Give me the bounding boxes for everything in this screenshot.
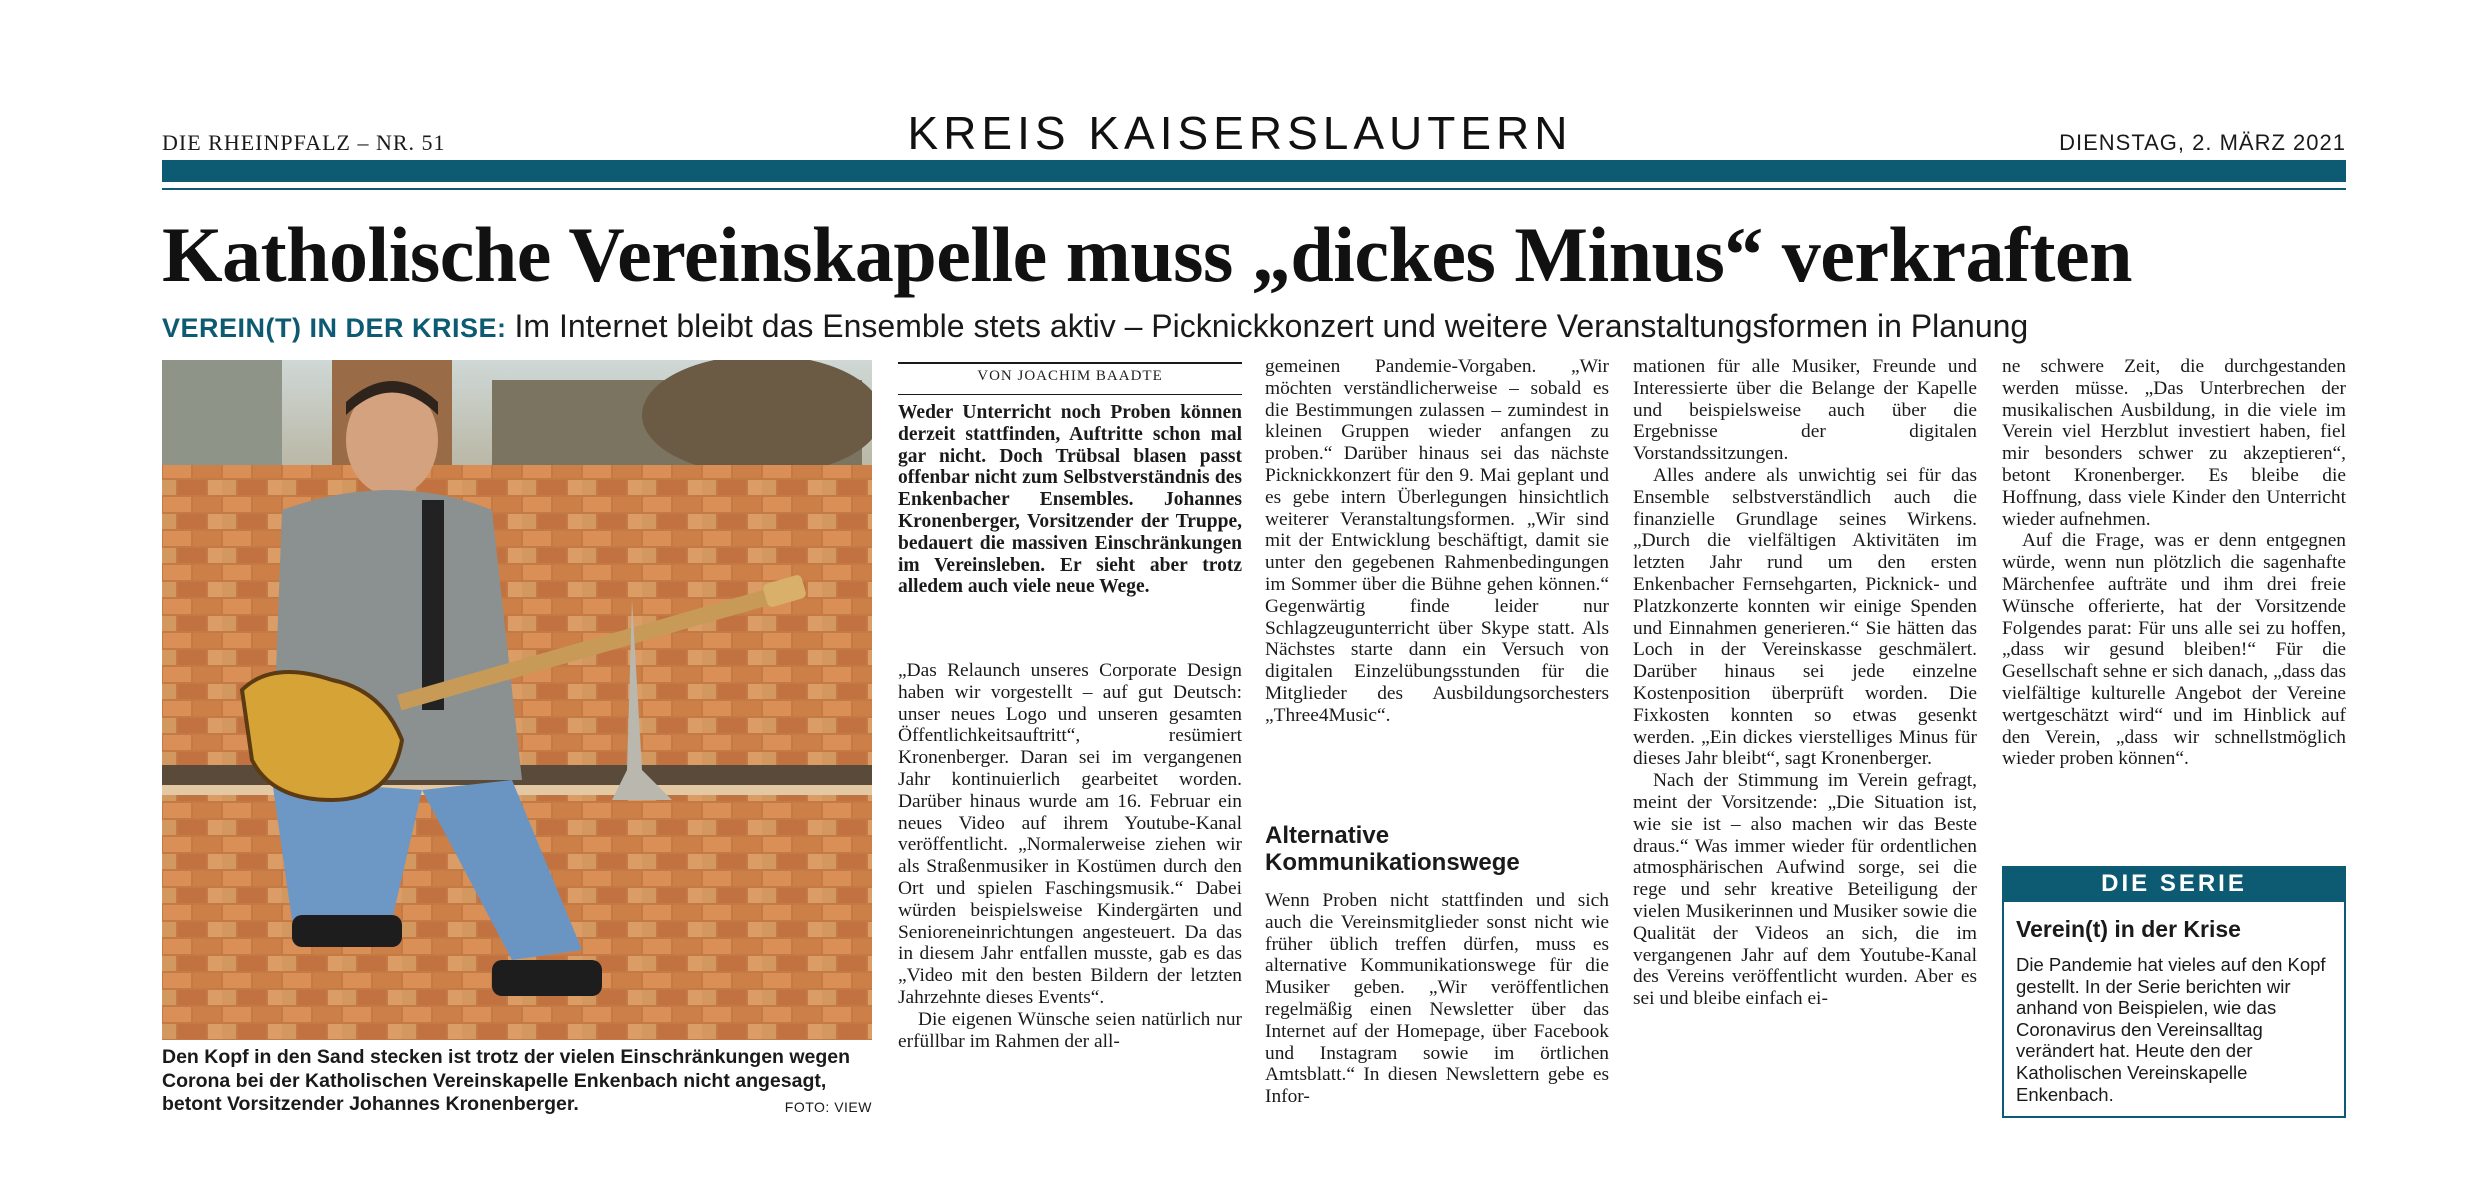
article-column-4 — [2002, 356, 2346, 770]
paragraph: „Das Relaunch unseres Corporate Design haben wir vorgestellt – auf gut Deutsch: unser neues Logo und unseren gesamten Öffentlichkeitsauftritt“, resümiert Kronenberger. Daran sei im vergangenen Jahr kontinuierlich gearbeitet worden. Darüber hinaus wurde am 16. Februar ein neues Video auf ihrem Youtube-Kanal veröffentlicht. „Normalerweise ziehen wir als Straßenmusiker in Kostümen durch den Ort und spielen Faschingsmusik.“ Dabei würden beispielsweise Kindergärten und Senioreneinrichtungen angesteuert. Da das in diesem Jahr entfallen musste, gab es das „Video mit den besten Bildern der letzten Jahrzehnte dieses Events“. — [898, 660, 1242, 1008]
musician-with-bass-illustration — [162, 360, 872, 1040]
paragraph: Die eigenen Wünsche seien natürlich nur erfüllbar im Rahmen der all- — [898, 1008, 1242, 1052]
article-column-1 — [898, 660, 1242, 1052]
paragraph: Nach der Stimmung im Verein gefragt, meint der Vorsitzende: „Die Situation ist, wie sie ist – also machen wir das Beste draus.“ Was immer wieder für ordentlichen atmosphärischen Aufwind sorge, sei die rege und sehr kreative Beteiligung der vielen Musikerinnen und Musiker sowie die Qualität der Videos an sich, die im vergangenen Jahr auf dem Youtube-Kanal des Vereins veröffentlicht wurden. Aber es sei und bleibe einfach ei- — [1633, 770, 1977, 1010]
newspaper-issue: DIE RHEINPFALZ – NR. 51 — [162, 130, 446, 155]
article-photo — [162, 360, 872, 1040]
article-headline: Katholische Vereinskapelle muss „dickes Minus“ verkraften — [162, 211, 2132, 298]
photo-caption — [162, 1046, 872, 1117]
section-title: KREIS KAISERSLAUTERN — [907, 107, 1573, 159]
series-kicker: VEREIN(T) IN DER KRISE: — [162, 313, 507, 343]
series-box-header: DIE SERIE — [2002, 866, 2346, 902]
subhead-text: Im Internet bleibt das Ensemble stets aktiv – Picknickkonzert und weitere Veranstaltungsformen in Planung — [514, 308, 2029, 344]
byline-bottom-rule — [898, 394, 1242, 395]
paragraph: gemeinen Pandemie-Vorgaben. „Wir möchten verständlicherweise – sobald es die Bestimmungen zulassen – zumindest in kleinen Gruppen wieder anfangen zu proben.“ Darüber hinaus sei das nächste Picknickkonzert für den 9. Mai geplant und es gebe intern Überlegungen hinsichtlich weiterer Veranstaltungsformen. „Wir sind mit der Entwicklung beschäftigt, damit sie unter den gegebenen Rahmenbedingungen im Sommer über die Bühne gehen können.“ Gegenwärtig finde leider nur Schlagzeugunterricht über Skype statt. Als Nächstes starte dann ein Versuch von digitalen Einzelübungsstunden für die Mitglieder des Ausbildungsorchesters „Three4Music“. — [1265, 356, 1609, 726]
author-byline: VON JOACHIM BAADTE — [977, 368, 1163, 384]
article-column-3 — [1633, 356, 1977, 1010]
paragraph: ne schwere Zeit, die durchgestanden werden müsse. „Das Unterbrechen der musikalischen Ausbildung, in die viele im Verein viel Herzblut investiert haben, fiel mir besonders schwer zu akzeptieren“, betont Kronenberger. Es bleibe die Hoffnung, dass viele Kinder den Unterricht wieder aufnehmen. — [2002, 356, 2346, 530]
issue-date: DIENSTAG, 2. MÄRZ 2021 — [2059, 130, 2346, 155]
article-column-2 — [1265, 356, 1609, 727]
paragraph: Alles andere als unwichtig sei für das Ensemble selbstverständlich auch die finanzielle Grundlage seines Wirkens. „Durch die vielfältigen Aktivitäten im letzten Jahr rund um den ersten Enkenbacher Fernsehgarten, Picknick- und Platzkonzerte konnten wir einige Spenden und Einnahmen generieren.“ Sie hätten das Loch in der Vereinskasse geschmälert. Darüber hinaus sei jede einzelne Kostenposition überprüft worden. Die Fixkosten konnten so etwas gesenkt werden. „Ein dickes vierstelliges Minus für dieses Jahr bleibt“, sagt Kronenberger. — [1633, 464, 1977, 770]
paragraph: Wenn Proben nicht stattfinden und sich auch die Vereinsmitglieder sonst nicht wie früher üblich treffen dürfen, muss es alternative Kommunikationswege für die Musiker geben. „Wir veröffentlichen regelmäßig einen Newsletter über das Internet auf der Homepage, über Facebook und Instagram sowie im örtlichen Amtsblatt.“ In diesen Newslettern gebe es Infor- — [1265, 890, 1609, 1108]
section-subtitle: Alternative Kommunikationswege — [1265, 822, 1520, 876]
series-box-title: Verein(t) in der Krise — [2016, 916, 2241, 942]
photo-credit: FOTO: VIEW — [784, 1098, 872, 1115]
byline-top-rule — [898, 362, 1242, 364]
section-bar — [162, 160, 2346, 182]
article-column-2-continued — [1265, 890, 1609, 1108]
article-subhead — [162, 308, 2028, 345]
caption-text: Den Kopf in den Sand stecken ist trotz der vielen Einschränkungen wegen Corona bei der Katholischen Vereinskapelle Enkenbach nicht angesagt, betont Vorsitzender Johannes Kronenberger. — [162, 1046, 851, 1115]
paragraph: mationen für alle Musiker, Freunde und Interessierte über die Belange der Kapelle und beispielsweise auch über die Ergebnisse der digitalen Vorstandssitzungen. — [1633, 356, 1977, 465]
series-box-text: Die Pandemie hat vieles auf den Kopf gestellt. In der Serie berichten wir anhand von Beispielen, wie das Coronavirus den Vereinsalltag verändert hat. Heute den der Katholischen Vereinskapelle Enkenbach. — [2016, 954, 2326, 1105]
article-lead: Weder Unterricht noch Proben können derzeit stattfinden, Auftritte schon mal gar nicht. Doch Trübsal blasen passt offenbar nicht zum Selbstverständnis des Enkenbacher Ensembles. Johannes Kronenberger, Vorsitzender der Truppe, bedauert die massiven Einschränkungen im Vereinsleben. Er sieht aber trotz alledem auch viele neue Wege. — [898, 402, 1242, 598]
section-rule — [162, 188, 2346, 190]
paragraph: Auf die Frage, was er denn entgegnen würde, wenn nun plötzlich die sagenhafte Märchenfee aufträte und ihm drei freie Wünsche offerierte, hat der Vorsitzende Folgendes parat: Für uns alle sei zu hoffen, „dass wir gesund bleiben!“ Für die Gesellschaft sehne er sich danach, „dass das vielfältige kulturelle Angebot der Vereine wertgeschätzt wird“ und im Hinblick auf den Verein, „dass wir schnellstmöglich wieder proben können“. — [2002, 530, 2346, 770]
